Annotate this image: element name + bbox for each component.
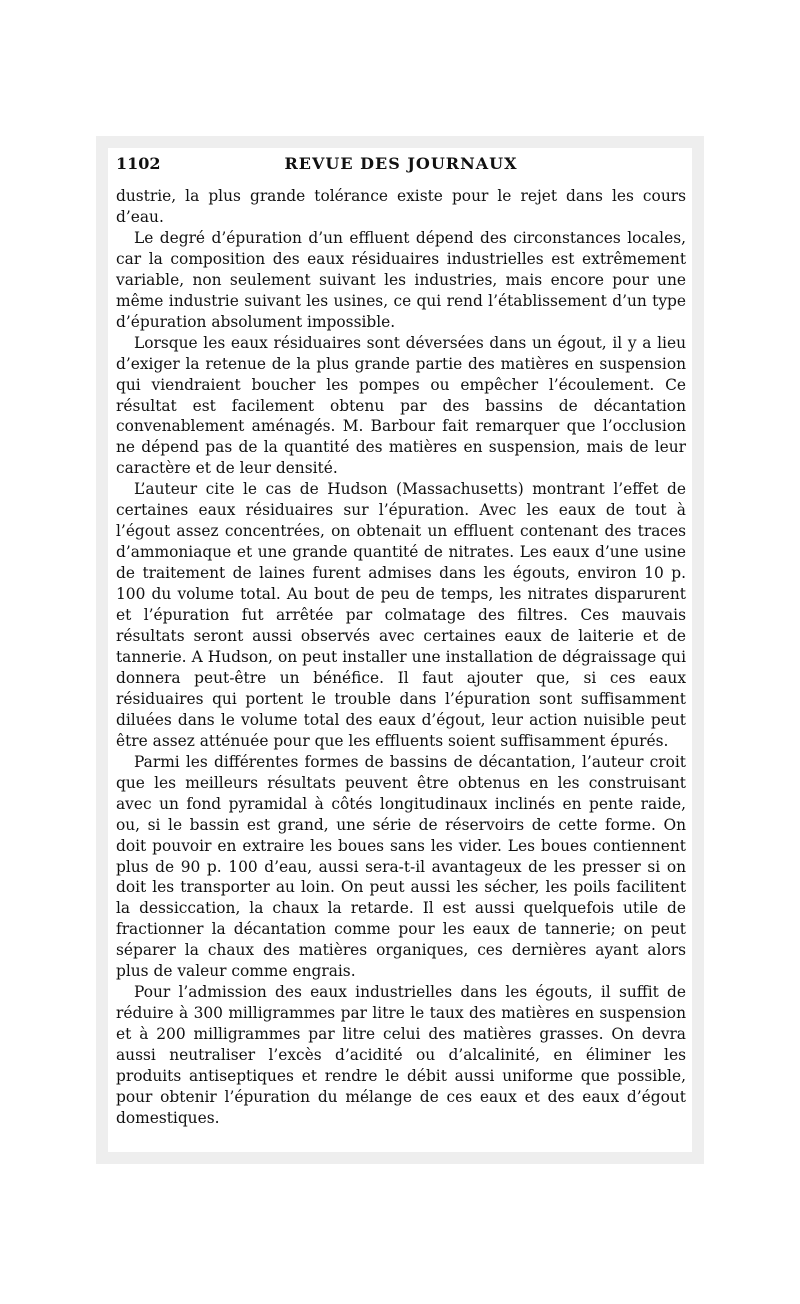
page-number: 1102 (116, 154, 161, 173)
paragraph-6: Pour l’admission des eaux industrielles dans les égouts, il suffit de réduire à 300 milligrammes par litre le taux des matières en suspension et à 200 milligrammes par litre celui des matières grasses. On devra aussi neutraliser l’excès d’acidité ou d’alcalinité, en éliminer les produits antiseptiques et rendre le débit aussi uniforme que possible, pour obtenir l’épuration du mélange de ces eaux et des eaux d’égout domestiques. (116, 983, 686, 1127)
paragraph-2: Le degré d’épuration d’un effluent dépend des circonstances locales, car la composition des eaux résiduaires industrielles est extrêmement variable, non seulement suivant les industries, mais encore pour une même industrie suivant les usines, ce qui rend l’établissement d’un type d’épuration absolument impossible. (116, 228, 686, 331)
running-title: REVUE DES JOURNAUX (284, 154, 518, 173)
paragraph-4: L’auteur cite le cas de Hudson (Massachusetts) montrant l’effet de certaines eaux résiduaires sur l’épuration. Avec les eaux de tout à l’égout assez concentrées, on obtenait un effluent contenant des traces d’ammoniaque et une grande quantité de nitrates. Les eaux d’une usine de traitement de laines furent admises dans les égouts, environ 10 p. 100 du volume total. Au bout de peu de temps, les nitrates disparurent et l’épuration fut arrêtée par colmatage des filtres. Ces mauvais résultats seront aussi observés avec certaines eaux de laiterie et de tannerie. A Hudson, on peut installer une installation de dégraissage qui donnera peut-être un bénéfice. Il faut ajouter que, si ces eaux résiduaires qui portent le trouble dans l’épuration sont suffisamment diluées dans le volume total des eaux d’égout, leur action nuisible peut être assez atténuée pour que les effluents soient suffisamment épurés. (116, 480, 686, 750)
paragraph-5: Parmi les différentes formes de bassins de décantation, l’auteur croit que les meilleurs résultats peuvent être obtenus en les construisant avec un fond pyramidal à côtés longitudinaux inclinés en pente raide, ou, si le bassin est grand, une série de réservoirs de cette forme. On doit pouvoir en extraire les boues sans les vider. Les boues contiennent plus de 90 p. 100 d’eau, aussi sera-t-il avantageux de les presser si on doit les transporter au loin. On peut aussi les sécher, les poils facilitent la dessiccation, la chaux la retarde. Il est aussi quelquefois utile de fractionner la décantation comme pour les eaux de tannerie; on peut séparer la chaux des matières organiques, ces dernières ayant alors plus de valeur comme engrais. (116, 752, 686, 981)
document-page (108, 148, 692, 1152)
page-header (116, 154, 686, 178)
article-body (116, 186, 686, 1129)
paragraph-1: dustrie, la plus grande tolérance existe pour le rejet dans les cours d’eau. (116, 187, 686, 226)
paragraph-3: Lorsque les eaux résiduaires sont déversées dans un égout, il y a lieu d’exiger la retenue de la plus grande partie des matières en suspension qui viendraient boucher les pompes ou empêcher l’écoulement. Ce résultat est facilement obtenu par des bassins de décantation convenablement aménagés. M. Barbour fait remarquer que l’occlusion ne dépend pas de la quantité des matières en suspension, mais de leur caractère et de leur densité. (116, 333, 686, 478)
